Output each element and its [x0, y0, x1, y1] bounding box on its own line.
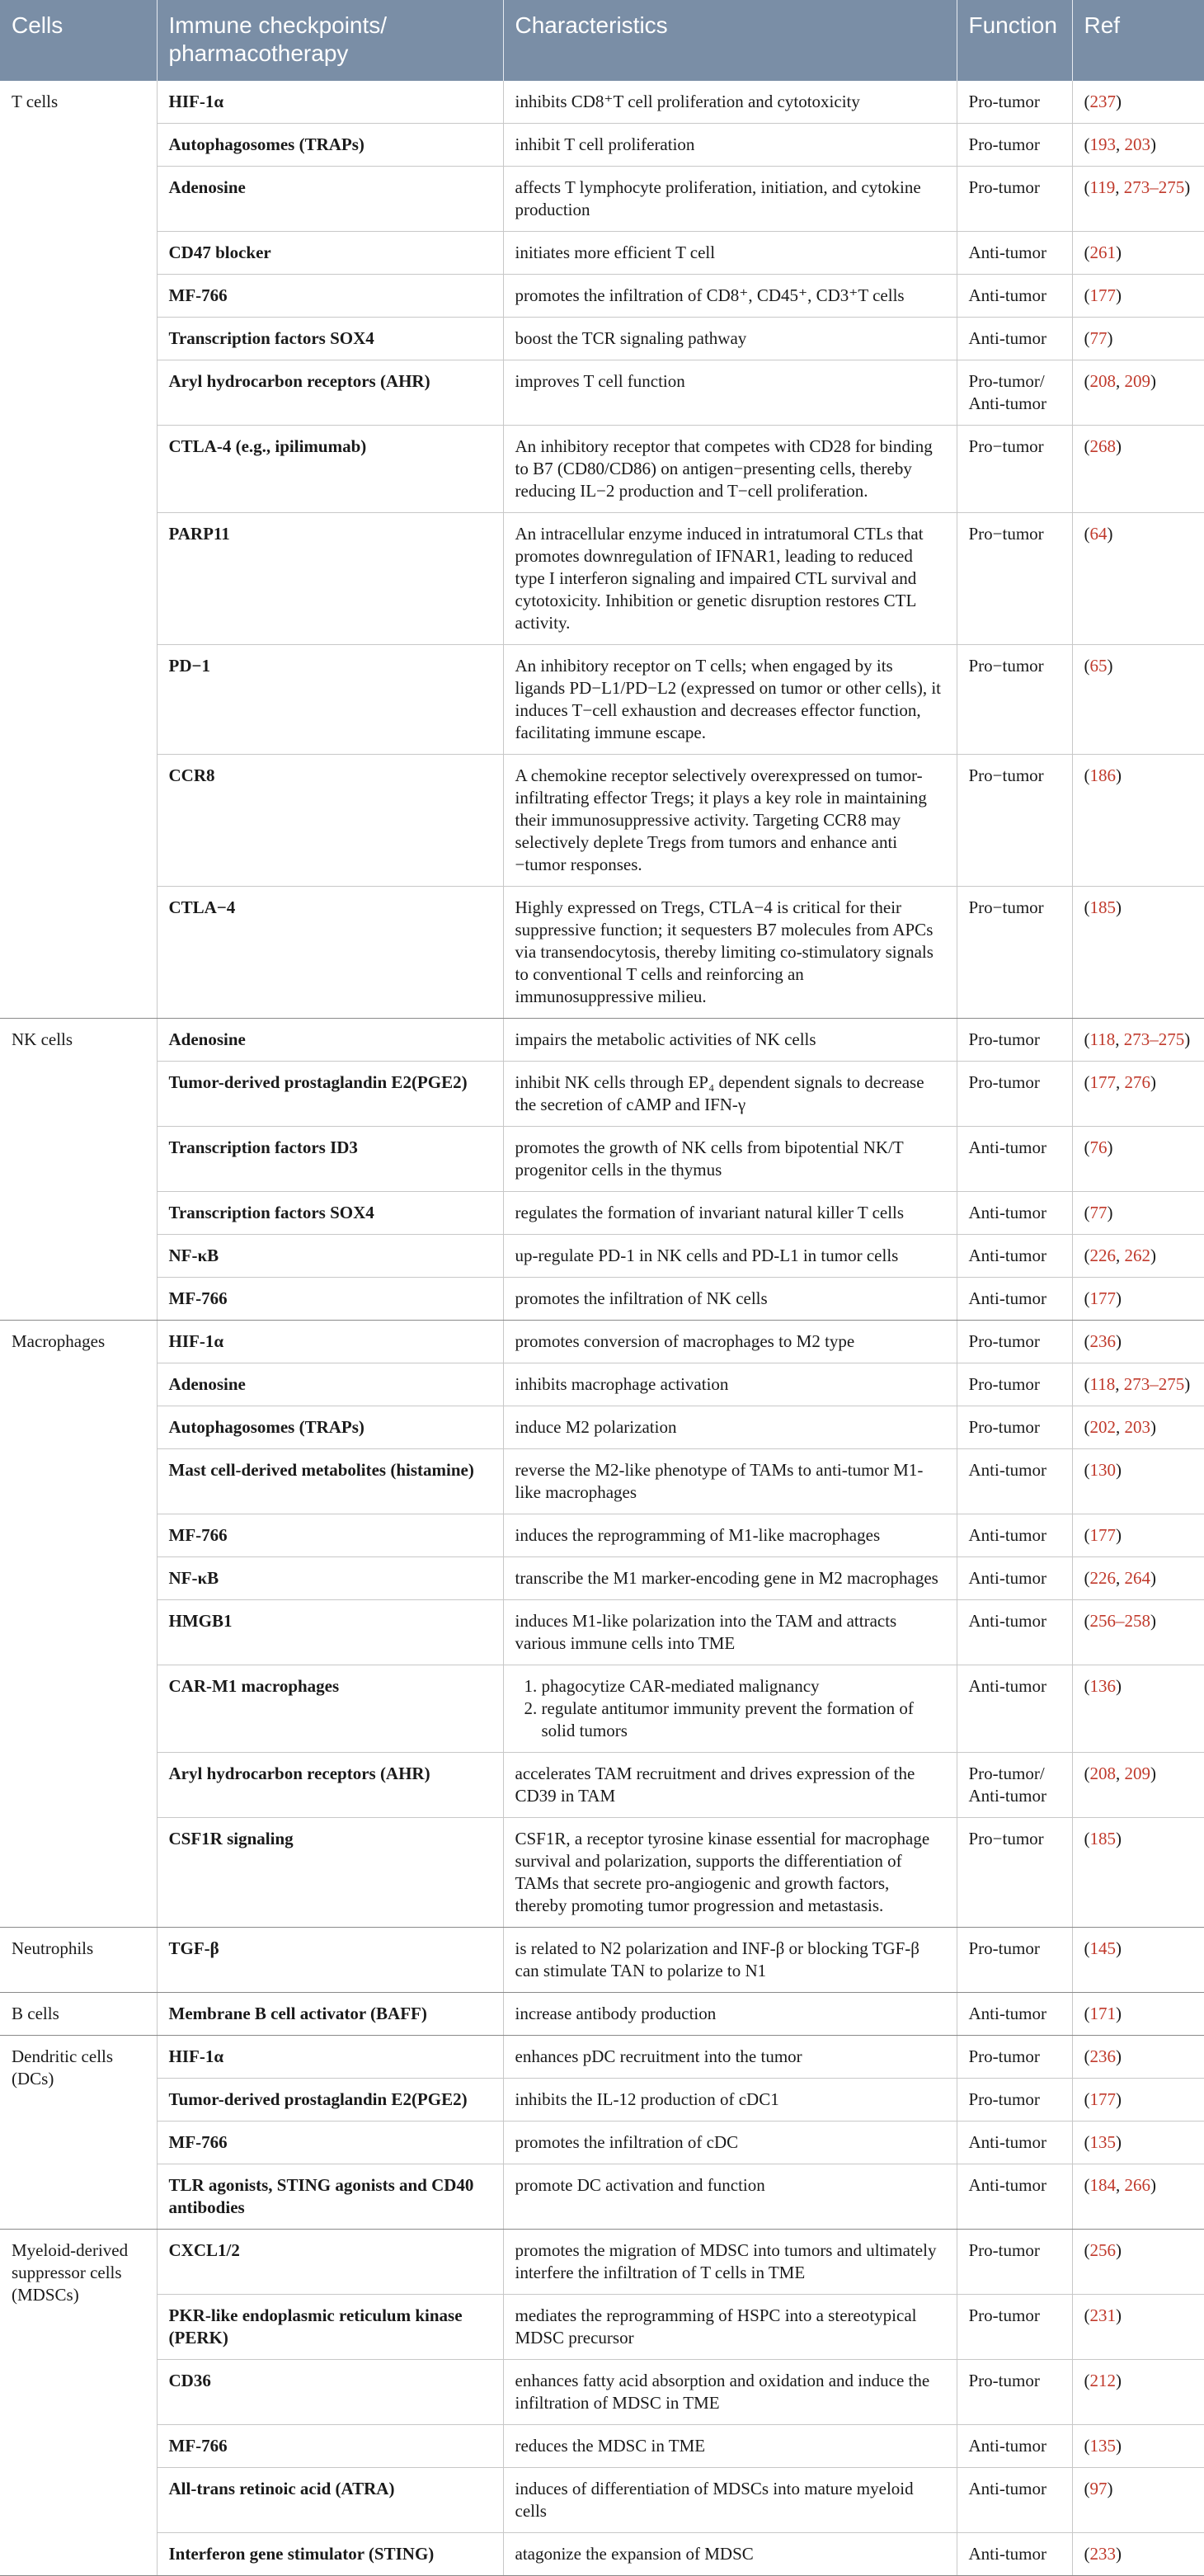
characteristics: regulates the formation of invariant natural killer T cells: [503, 1192, 957, 1235]
reference: (233): [1072, 2533, 1204, 2576]
ref-link[interactable]: 97: [1089, 2479, 1108, 2498]
ref-link[interactable]: 273–275: [1123, 1029, 1185, 1049]
characteristics: enhances pDC recruitment into the tumor: [503, 2036, 957, 2079]
reference: (171): [1072, 1993, 1204, 2036]
reference: (177): [1072, 1514, 1204, 1557]
agent-name: HIF-1α: [157, 1321, 503, 1363]
characteristics: induces M1-like polarization into the TAM and attracts various immune cells into TME: [503, 1600, 957, 1665]
characteristics: enhances fatty acid absorption and oxidation and induce the infiltration of MDSC in TME: [503, 2360, 957, 2425]
function: Anti-tumor: [957, 232, 1072, 275]
agent-name: Tumor-derived prostaglandin E2(PGE2): [157, 1062, 503, 1127]
ref-link[interactable]: 208: [1089, 1764, 1116, 1783]
header-row: [0, 0, 1204, 81]
function: Anti-tumor: [957, 2122, 1072, 2164]
ref-link[interactable]: 236: [1089, 1331, 1116, 1351]
agent-name: MF-766: [157, 2122, 503, 2164]
agent-name: PKR-like endoplasmic reticulum kinase (PERK): [157, 2295, 503, 2360]
function: Anti-tumor: [957, 1192, 1072, 1235]
function: Pro-tumor: [957, 81, 1072, 124]
table-row: [0, 275, 1204, 318]
table-row: [0, 1406, 1204, 1449]
ref-link[interactable]: 208: [1089, 371, 1116, 391]
reference: (261): [1072, 232, 1204, 275]
agent-name: Membrane B cell activator (BAFF): [157, 1993, 503, 2036]
reference: (136): [1072, 1665, 1204, 1753]
characteristics: initiates more efficient T cell: [503, 232, 957, 275]
reference: (145): [1072, 1928, 1204, 1993]
characteristics: inhibits the IL-12 production of cDC1: [503, 2079, 957, 2122]
characteristics: induce M2 polarization: [503, 1406, 957, 1449]
agent-name: TLR agonists, STING agonists and CD40 antibodies: [157, 2164, 503, 2230]
ref-link[interactable]: 273–275: [1123, 177, 1185, 197]
reference: (256–258): [1072, 1600, 1204, 1665]
reference: (135): [1072, 2425, 1204, 2468]
list-item: 1. phagocytize CAR-mediated malignancy: [542, 1675, 945, 1698]
agent-name: Transcription factors SOX4: [157, 318, 503, 360]
agent-name: CD47 blocker: [157, 232, 503, 275]
function: Pro-tumor/ Anti-tumor: [957, 1753, 1072, 1818]
function: Pro-tumor: [957, 2036, 1072, 2079]
characteristics-list: [515, 1675, 945, 1742]
agent-name: HMGB1: [157, 1600, 503, 1665]
ref-link[interactable]: 177: [1089, 1525, 1116, 1545]
function: Anti-tumor: [957, 2533, 1072, 2576]
ref-link[interactable]: 233: [1089, 2544, 1116, 2564]
ref-link[interactable]: 118: [1089, 1029, 1116, 1049]
ref-link[interactable]: 65: [1089, 656, 1108, 676]
table-row: [0, 1449, 1204, 1514]
ref-link[interactable]: 177: [1089, 1288, 1116, 1308]
ref-link[interactable]: 135: [1089, 2436, 1116, 2456]
ref-link[interactable]: 203: [1124, 1417, 1150, 1437]
ref-link[interactable]: 266: [1124, 2175, 1150, 2195]
reference: (76): [1072, 1127, 1204, 1192]
function: Anti-tumor: [957, 1600, 1072, 1665]
function: Anti-tumor: [957, 1557, 1072, 1600]
agent-name: CCR8: [157, 755, 503, 887]
ref-link[interactable]: 184: [1089, 2175, 1116, 2195]
characteristics: An inhibitory receptor that competes with CD28 for binding to B7 (CD80/CD86) on antigen−presenting cells, thereby reducing IL−2 production and T−cell proliferation.: [503, 426, 957, 513]
characteristics: improves T cell function: [503, 360, 957, 426]
reference: (77): [1072, 1192, 1204, 1235]
table-row: [0, 1928, 1204, 1993]
characteristics: CSF1R, a receptor tyrosine kinase essential for macrophage survival and polarization, supports the differentiation of TAMs that secrete pro-angiogenic and growth factors, thereby promoting tumor progression and metastasis.: [503, 1818, 957, 1928]
cell-type: B cells: [0, 1993, 157, 2036]
cell-type: NK cells: [0, 1019, 157, 1321]
header-ref: Ref: [1072, 0, 1204, 81]
characteristics: inhibits macrophage activation: [503, 1363, 957, 1406]
reference: (177): [1072, 1278, 1204, 1321]
function: Anti-tumor: [957, 1514, 1072, 1557]
ref-link[interactable]: 177: [1089, 1072, 1116, 1092]
ref-link[interactable]: 185: [1089, 897, 1116, 917]
agent-name: Adenosine: [157, 167, 503, 232]
agent-name: Aryl hydrocarbon receptors (AHR): [157, 1753, 503, 1818]
agent-name: MF-766: [157, 275, 503, 318]
function: Anti-tumor: [957, 1235, 1072, 1278]
table-row: [0, 426, 1204, 513]
ref-link[interactable]: 186: [1089, 765, 1116, 785]
characteristics: A chemokine receptor selectively overexpressed on tumor-infiltrating effector Tregs; it plays a key role in maintaining their immunosuppressive activity. Targeting CCR8 may selectively deplete Tregs from tumors and enhance anti −tumor responses.: [503, 755, 957, 887]
characteristics: is related to N2 polarization and INF-β or blocking TGF-β can stimulate TAN to polarize to N1: [503, 1928, 957, 1993]
ref-link[interactable]: 276: [1124, 1072, 1150, 1092]
function: Pro−tumor: [957, 1818, 1072, 1928]
table-row: [0, 1019, 1204, 1062]
function: Pro−tumor: [957, 755, 1072, 887]
characteristics: promote DC activation and function: [503, 2164, 957, 2230]
ref-link[interactable]: 136: [1089, 1676, 1116, 1696]
table-row: [0, 1127, 1204, 1192]
characteristics: promotes the infiltration of cDC: [503, 2122, 957, 2164]
characteristics: accelerates TAM recruitment and drives expression of the CD39 in TAM: [503, 1753, 957, 1818]
cell-type: Myeloid-derived suppressor cells (MDSCs): [0, 2230, 157, 2576]
function: Anti-tumor: [957, 2468, 1072, 2533]
reference: (185): [1072, 1818, 1204, 1928]
ref-link[interactable]: 193: [1089, 134, 1116, 154]
header-agent: Immune checkpoints/ pharmacotherapy: [157, 0, 503, 81]
function: Anti-tumor: [957, 2164, 1072, 2230]
table-row: [0, 2164, 1204, 2230]
agent-name: Tumor-derived prostaglandin E2(PGE2): [157, 2079, 503, 2122]
agent-name: NF-κB: [157, 1557, 503, 1600]
characteristics: impairs the metabolic activities of NK cells: [503, 1019, 957, 1062]
function: Pro-tumor: [957, 2230, 1072, 2295]
ref-link[interactable]: 209: [1124, 371, 1150, 391]
characteristics: An intracellular enzyme induced in intratumoral CTLs that promotes downregulation of IFNAR1, leading to reduced type I interferon signaling and impaired CTL survival and cytotoxicity. Inhibition or genetic disruption restores CTL activity.: [503, 513, 957, 645]
table-row: [0, 2230, 1204, 2295]
ref-link[interactable]: 118: [1089, 1374, 1116, 1394]
function: Pro-tumor: [957, 1928, 1072, 1993]
characteristics: [503, 1665, 957, 1753]
reference: (177): [1072, 2079, 1204, 2122]
function: Anti-tumor: [957, 1278, 1072, 1321]
characteristics: promotes the growth of NK cells from bipotential NK/T progenitor cells in the thymus: [503, 1127, 957, 1192]
reference: (231): [1072, 2295, 1204, 2360]
function: Pro-tumor/ Anti-tumor: [957, 360, 1072, 426]
ref-link[interactable]: 209: [1124, 1764, 1150, 1783]
ref-link[interactable]: 262: [1124, 1246, 1150, 1265]
agent-name: PD−1: [157, 645, 503, 755]
reference: (212): [1072, 2360, 1204, 2425]
ref-link[interactable]: 226: [1089, 1568, 1116, 1588]
table-row: [0, 1993, 1204, 2036]
characteristics: inhibits CD8⁺T cell proliferation and cytotoxicity: [503, 81, 957, 124]
table-row: [0, 513, 1204, 645]
function: Pro-tumor: [957, 1406, 1072, 1449]
header-cells: Cells: [0, 0, 157, 81]
ref-link[interactable]: 77: [1089, 1203, 1108, 1222]
table-row: [0, 1321, 1204, 1363]
function: Anti-tumor: [957, 1993, 1072, 2036]
cell-type: Neutrophils: [0, 1928, 157, 1993]
table-row: [0, 1818, 1204, 1928]
reference: (237): [1072, 81, 1204, 124]
agent-name: TGF-β: [157, 1928, 503, 1993]
reference: (177, 276): [1072, 1062, 1204, 1127]
agent-name: Autophagosomes (TRAPs): [157, 124, 503, 167]
function: Pro−tumor: [957, 887, 1072, 1019]
characteristics: promotes the migration of MDSC into tumors and ultimately interfere the infiltration of T cells in TME: [503, 2230, 957, 2295]
ref-link[interactable]: 135: [1089, 2132, 1116, 2152]
function: Anti-tumor: [957, 275, 1072, 318]
ref-link[interactable]: 261: [1089, 243, 1116, 262]
table-row: [0, 2079, 1204, 2122]
reference: (256): [1072, 2230, 1204, 2295]
function: Anti-tumor: [957, 1449, 1072, 1514]
ref-link[interactable]: 64: [1089, 524, 1108, 544]
table-row: [0, 167, 1204, 232]
table-row: [0, 887, 1204, 1019]
ref-link[interactable]: 256: [1089, 2240, 1116, 2260]
table-row: [0, 1278, 1204, 1321]
reference: (118, 273–275): [1072, 1019, 1204, 1062]
function: Pro-tumor: [957, 1062, 1072, 1127]
agent-name: NF-κB: [157, 1235, 503, 1278]
reference: (186): [1072, 755, 1204, 887]
agent-name: CAR-M1 macrophages: [157, 1665, 503, 1753]
ref-link[interactable]: 256–258: [1089, 1611, 1150, 1631]
characteristics: atagonize the expansion of MDSC: [503, 2533, 957, 2576]
cell-type: Macrophages: [0, 1321, 157, 1928]
agent-name: HIF-1α: [157, 81, 503, 124]
reference: (65): [1072, 645, 1204, 755]
reference: (119, 273–275): [1072, 167, 1204, 232]
reference: (268): [1072, 426, 1204, 513]
ref-link[interactable]: 202: [1089, 1417, 1116, 1437]
reference: (226, 264): [1072, 1557, 1204, 1600]
table-row: [0, 124, 1204, 167]
function: Pro-tumor: [957, 1321, 1072, 1363]
characteristics: An inhibitory receptor on T cells; when engaged by its ligands PD−L1/PD−L2 (expressed on tumor or other cells), it induces T−cell exhaustion and decreases effector function, facilitating immune escape.: [503, 645, 957, 755]
reference: (226, 262): [1072, 1235, 1204, 1278]
table-row: [0, 1600, 1204, 1665]
table-row: [0, 1665, 1204, 1753]
characteristics: promotes the infiltration of CD8⁺, CD45⁺, CD3⁺T cells: [503, 275, 957, 318]
ref-link[interactable]: 177: [1089, 2089, 1116, 2109]
ref-link[interactable]: 77: [1089, 328, 1108, 348]
agent-name: CSF1R signaling: [157, 1818, 503, 1928]
characteristics: inhibit NK cells through EP₄ dependent signals to decrease the secretion of cAMP and IFN-γ: [503, 1062, 957, 1127]
characteristics: inhibit T cell proliferation: [503, 124, 957, 167]
agent-name: MF-766: [157, 2425, 503, 2468]
ref-link[interactable]: 145: [1089, 1938, 1116, 1958]
table-row: [0, 2122, 1204, 2164]
function: Pro-tumor: [957, 1019, 1072, 1062]
table-row: [0, 2533, 1204, 2576]
table-row: [0, 1062, 1204, 1127]
reference: (202, 203): [1072, 1406, 1204, 1449]
ref-link[interactable]: 212: [1089, 2371, 1116, 2390]
function: Pro-tumor: [957, 2079, 1072, 2122]
reference: (184, 266): [1072, 2164, 1204, 2230]
characteristics: induces of differentiation of MDSCs into mature myeloid cells: [503, 2468, 957, 2533]
table-row: [0, 1192, 1204, 1235]
characteristics: Highly expressed on Tregs, CTLA−4 is critical for their suppressive function; it sequesters B7 molecules from APCs via transendocytosis, thereby limiting co-stimulatory signals to conventional T cells and reinforcing an immunosuppressive milieu.: [503, 887, 957, 1019]
function: Pro-tumor: [957, 2295, 1072, 2360]
agent-name: Adenosine: [157, 1363, 503, 1406]
table-row: [0, 645, 1204, 755]
function: Pro−tumor: [957, 513, 1072, 645]
characteristics: boost the TCR signaling pathway: [503, 318, 957, 360]
agent-name: CTLA-4 (e.g., ipilimumab): [157, 426, 503, 513]
table-row: [0, 2468, 1204, 2533]
table-row: [0, 1363, 1204, 1406]
table-row: [0, 1753, 1204, 1818]
table-row: [0, 318, 1204, 360]
characteristics: promotes the infiltration of NK cells: [503, 1278, 957, 1321]
agent-name: Interferon gene stimulator (STING): [157, 2533, 503, 2576]
characteristics: reduces the MDSC in TME: [503, 2425, 957, 2468]
function: Anti-tumor: [957, 1127, 1072, 1192]
characteristics: reverse the M2-like phenotype of TAMs to anti-tumor M1-like macrophages: [503, 1449, 957, 1514]
agent-name: CTLA−4: [157, 887, 503, 1019]
ref-link[interactable]: 226: [1089, 1246, 1116, 1265]
ref-link[interactable]: 203: [1124, 134, 1150, 154]
reference: (97): [1072, 2468, 1204, 2533]
agent-name: CD36: [157, 2360, 503, 2425]
characteristics: increase antibody production: [503, 1993, 957, 2036]
table-row: [0, 1514, 1204, 1557]
reference: (64): [1072, 513, 1204, 645]
cell-type: T cells: [0, 81, 157, 1019]
reference: (77): [1072, 318, 1204, 360]
agent-name: MF-766: [157, 1278, 503, 1321]
ref-link[interactable]: 177: [1089, 285, 1116, 305]
characteristics: mediates the reprogramming of HSPC into a stereotypical MDSC precursor: [503, 2295, 957, 2360]
header-function: Function: [957, 0, 1072, 81]
function: Pro−tumor: [957, 645, 1072, 755]
characteristics: induces the reprogramming of M1-like macrophages: [503, 1514, 957, 1557]
table-row: [0, 2036, 1204, 2079]
characteristics: transcribe the M1 marker-encoding gene in M2 macrophages: [503, 1557, 957, 1600]
reference: (177): [1072, 275, 1204, 318]
characteristics: promotes conversion of macrophages to M2 type: [503, 1321, 957, 1363]
agent-name: MF-766: [157, 1514, 503, 1557]
ref-link[interactable]: 185: [1089, 1829, 1116, 1848]
table-row: [0, 1235, 1204, 1278]
reference: (208, 209): [1072, 1753, 1204, 1818]
list-item: 2. regulate antitumor immunity prevent the formation of solid tumors: [542, 1698, 945, 1742]
agent-name: Transcription factors ID3: [157, 1127, 503, 1192]
table-row: [0, 81, 1204, 124]
function: Anti-tumor: [957, 318, 1072, 360]
characteristics: affects T lymphocyte proliferation, initiation, and cytokine production: [503, 167, 957, 232]
ref-link[interactable]: 130: [1089, 1460, 1116, 1480]
reference: (236): [1072, 1321, 1204, 1363]
function: Pro-tumor: [957, 167, 1072, 232]
ref-link[interactable]: 76: [1089, 1137, 1108, 1157]
ref-link[interactable]: 237: [1089, 92, 1116, 111]
table-row: [0, 2425, 1204, 2468]
reference: (185): [1072, 887, 1204, 1019]
table-row: [0, 2295, 1204, 2360]
cell-type: Dendritic cells (DCs): [0, 2036, 157, 2230]
reference: (236): [1072, 2036, 1204, 2079]
table-row: [0, 360, 1204, 426]
reference: (130): [1072, 1449, 1204, 1514]
agent-name: CXCL1/2: [157, 2230, 503, 2295]
function: Pro-tumor: [957, 1363, 1072, 1406]
agent-name: PARP11: [157, 513, 503, 645]
reference: (118, 273–275): [1072, 1363, 1204, 1406]
ref-link[interactable]: 268: [1089, 436, 1116, 456]
table-row: [0, 2360, 1204, 2425]
agent-name: Aryl hydrocarbon receptors (AHR): [157, 360, 503, 426]
agent-name: Adenosine: [157, 1019, 503, 1062]
agent-name: Mast cell-derived metabolites (histamine): [157, 1449, 503, 1514]
agent-name: HIF-1α: [157, 2036, 503, 2079]
reference: (193, 203): [1072, 124, 1204, 167]
function: Anti-tumor: [957, 1665, 1072, 1753]
function: Pro-tumor: [957, 2360, 1072, 2425]
agent-name: Transcription factors SOX4: [157, 1192, 503, 1235]
ref-link[interactable]: 171: [1089, 2004, 1116, 2023]
function: Pro-tumor: [957, 124, 1072, 167]
ref-link[interactable]: 264: [1124, 1568, 1150, 1588]
table-row: [0, 232, 1204, 275]
agent-name: Autophagosomes (TRAPs): [157, 1406, 503, 1449]
ref-link[interactable]: 119: [1089, 177, 1116, 197]
ref-link[interactable]: 231: [1089, 2305, 1116, 2325]
ref-link[interactable]: 236: [1089, 2046, 1116, 2066]
function: Anti-tumor: [957, 2425, 1072, 2468]
reference: (208, 209): [1072, 360, 1204, 426]
header-characteristics: Characteristics: [503, 0, 957, 81]
reference: (135): [1072, 2122, 1204, 2164]
characteristics: up-regulate PD-1 in NK cells and PD-L1 in tumor cells: [503, 1235, 957, 1278]
ref-link[interactable]: 273–275: [1123, 1374, 1185, 1394]
function: Pro−tumor: [957, 426, 1072, 513]
agent-name: All-trans retinoic acid (ATRA): [157, 2468, 503, 2533]
table-row: [0, 1557, 1204, 1600]
table-body: [0, 81, 1204, 2576]
table-row: [0, 755, 1204, 887]
